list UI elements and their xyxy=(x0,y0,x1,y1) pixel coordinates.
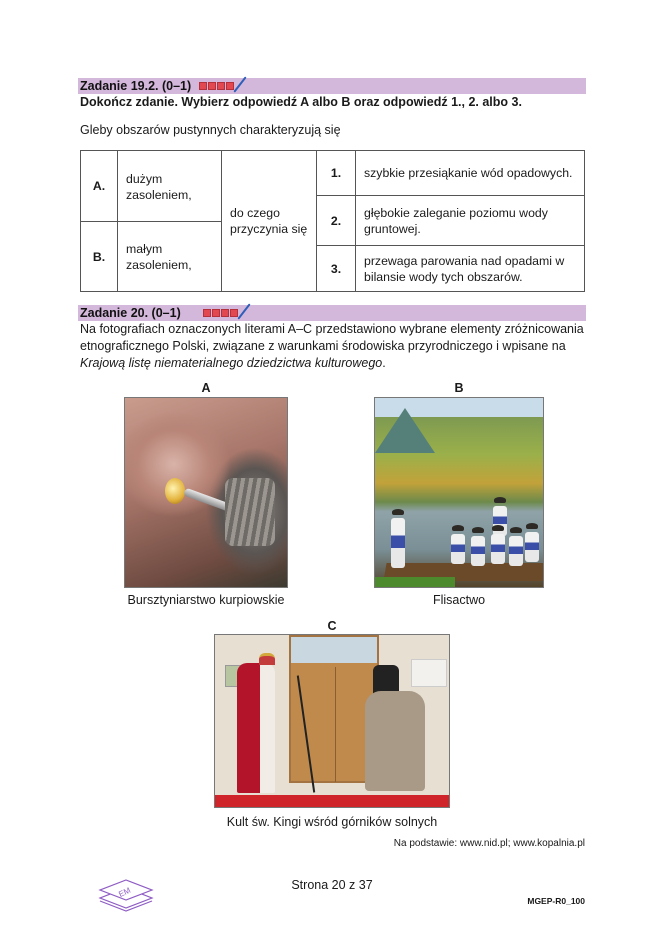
pen-icon xyxy=(237,303,250,319)
task-20-intro-line-1: Na fotografiach oznaczonych literami A–C przedstawiono wybrane elementy zróżnicowania xyxy=(80,322,584,336)
exam-code: MGEP-R0_100 xyxy=(527,896,585,906)
photo-b-caption: Flisactwo xyxy=(432,593,486,607)
option-a-text[interactable]: dużym zasoleniem, xyxy=(118,151,222,222)
task-19-2-heading-bar xyxy=(78,78,586,94)
photo-a-letter: A xyxy=(201,381,211,395)
option-3-text[interactable]: przewaga parowania nad opadami w bilansie wody tych obszarów. xyxy=(356,246,585,292)
photo-c-st-kinga xyxy=(214,634,450,808)
option-2-text[interactable]: głębokie zaleganie poziomu wody gruntowej. xyxy=(356,196,585,246)
option-3-label[interactable]: 3. xyxy=(317,246,356,292)
task-20-intro-line-3: Krajową listę niematerialnego dziedzictwa kulturowego. xyxy=(80,356,386,370)
page-number: Strona 20 z 37 xyxy=(291,878,373,892)
score-boxes-icon xyxy=(203,309,238,317)
photo-c-caption: Kult św. Kingi wśród górników solnych xyxy=(226,815,438,829)
task-20-title: Zadanie 20. (0–1) xyxy=(80,306,181,320)
option-1-text[interactable]: szybkie przesiąkanie wód opadowych. xyxy=(356,151,585,196)
source-note: Na podstawie: www.nid.pl; www.kopalnia.pl xyxy=(393,838,585,849)
task-19-2-instruction: Dokończ zdanie. Wybierz odpowiedź A albo B oraz odpowiedź 1., 2. albo 3. xyxy=(80,95,522,109)
photo-a-caption: Bursztyniarstwo kurpiowskie xyxy=(127,593,285,607)
photo-b-rafting xyxy=(374,397,544,588)
pen-icon xyxy=(234,76,247,92)
svg-text:EM: EM xyxy=(117,885,132,899)
score-boxes-icon xyxy=(199,82,234,90)
option-b-label[interactable]: B. xyxy=(81,222,118,292)
task-19-2-title: Zadanie 19.2. (0–1) xyxy=(80,79,192,93)
task-20-intro-line-2: etnograficznego Polski, związane z warunkami środowiska przyrodniczego i wpisane na xyxy=(80,339,566,353)
answer-table xyxy=(80,150,585,292)
photo-b-letter: B xyxy=(454,381,464,395)
option-b-text[interactable]: małym zasoleniem, xyxy=(118,222,222,292)
option-1-label[interactable]: 1. xyxy=(317,151,356,196)
heritage-list-title: Krajową listę niematerialnego dziedzictwa kulturowego xyxy=(80,356,383,370)
photo-a-amber-craft xyxy=(124,397,288,588)
photo-c-letter: C xyxy=(327,619,337,633)
task-19-2-stem: Gleby obszarów pustynnych charakteryzują się xyxy=(80,123,341,137)
connector-text: do czego przyczynia się xyxy=(222,151,317,292)
task-20-heading-bar xyxy=(78,305,586,321)
option-a-label[interactable]: A. xyxy=(81,151,118,222)
option-2-label[interactable]: 2. xyxy=(317,196,356,246)
